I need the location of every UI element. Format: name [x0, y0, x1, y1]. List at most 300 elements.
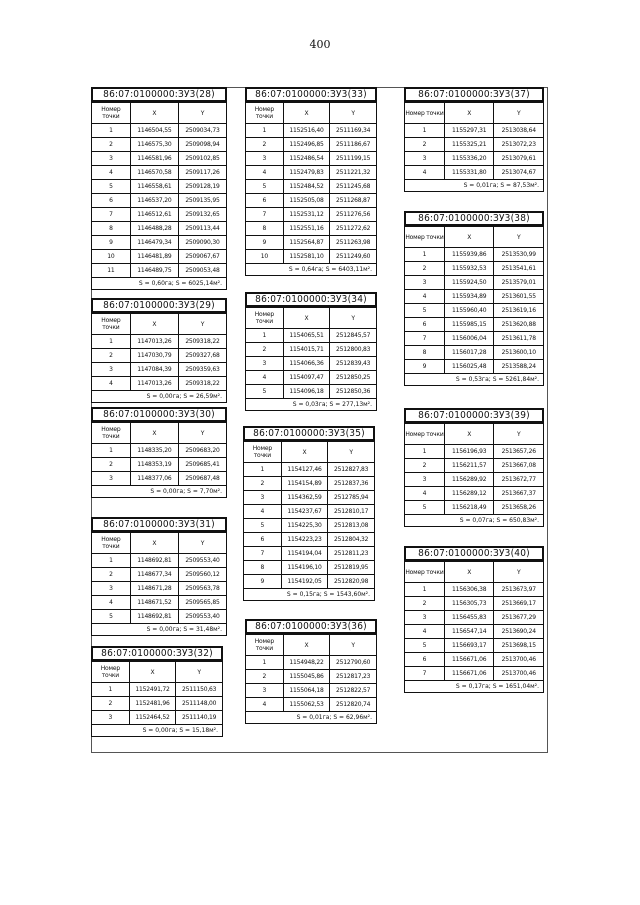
area-summary-32: S = 0,00га; S = 15,18м².: [91, 725, 223, 737]
table-title-39: 86:07:0100000:ЗУ3(39): [404, 408, 544, 423]
y-coordinate: 2511263,98: [330, 236, 377, 250]
column-header-x: X: [129, 662, 176, 683]
column-header-num: Номер точки: [246, 308, 284, 329]
y-coordinate: 2512820,98: [328, 575, 375, 589]
y-coordinate: 2509090,30: [178, 236, 226, 250]
table-row: [246, 385, 377, 399]
x-coordinate: 1148677,34: [130, 568, 178, 582]
x-coordinate: 1155934,89: [444, 290, 494, 304]
y-coordinate: 2512820,74: [330, 698, 377, 712]
coordinates-grid-28: [91, 102, 227, 278]
point-number: 11: [92, 264, 131, 278]
y-coordinate: 2512810,17: [328, 505, 375, 519]
coord-table-35: [243, 426, 375, 601]
point-number: 4: [244, 505, 282, 519]
point-number: 1: [92, 554, 131, 568]
table-row: [246, 670, 377, 684]
area-summary-29: S = 0,00га; S = 26,59м².: [91, 391, 227, 403]
point-number: 10: [92, 250, 131, 264]
table-row: [244, 519, 375, 533]
table-title-38: 86:07:0100000:ЗУ3(38): [404, 211, 544, 226]
header-row: [244, 442, 375, 463]
y-coordinate: 2509318,22: [178, 377, 226, 391]
point-number: 1: [405, 124, 445, 138]
table-row: [246, 698, 377, 712]
point-number: 5: [405, 639, 445, 653]
x-coordinate: 1152496,85: [283, 138, 330, 152]
x-coordinate: 1152581,10: [283, 250, 330, 264]
table-row: [405, 445, 544, 459]
x-coordinate: 1152551,16: [283, 222, 330, 236]
x-coordinate: 1154362,59: [281, 491, 328, 505]
x-coordinate: 1154225,30: [281, 519, 328, 533]
point-number: 4: [246, 166, 284, 180]
table-row: [405, 501, 544, 515]
coordinates-grid-37: [404, 102, 544, 180]
table-row: [246, 236, 377, 250]
table-row: [405, 290, 544, 304]
x-coordinate: 1154194,04: [281, 547, 328, 561]
y-coordinate: 2509553,40: [178, 610, 226, 624]
area-summary-30: S = 0,00га; S = 7,70м².: [91, 486, 227, 498]
table-row: [92, 208, 227, 222]
coordinates-grid-38: [404, 226, 544, 374]
table-row: [405, 262, 544, 276]
column-header-x: X: [130, 103, 178, 124]
coordinates-grid-40: [404, 561, 544, 681]
x-coordinate: 1156305,73: [444, 597, 494, 611]
y-coordinate: 2513579,01: [494, 276, 544, 290]
table-row: [405, 487, 544, 501]
point-number: 1: [405, 248, 445, 262]
table-row: [92, 194, 227, 208]
table-row: [92, 697, 223, 711]
y-coordinate: 2509687,48: [178, 472, 226, 486]
y-coordinate: 2513700,46: [494, 653, 544, 667]
y-coordinate: 2509034,73: [178, 124, 226, 138]
x-coordinate: 1146558,61: [130, 180, 178, 194]
x-coordinate: 1154223,23: [281, 533, 328, 547]
x-coordinate: 1156671,06: [444, 653, 494, 667]
y-coordinate: 2512827,83: [328, 463, 375, 477]
coord-table-29: [91, 298, 227, 403]
area-summary-34: S = 0,03га; S = 277,13м².: [245, 399, 377, 411]
table-row: [405, 625, 544, 639]
table-row: [246, 138, 377, 152]
column-header-num: Номер точки: [405, 562, 445, 583]
x-coordinate: 1156693,17: [444, 639, 494, 653]
y-coordinate: 2513600,10: [494, 346, 544, 360]
x-coordinate: 1155331,80: [444, 166, 494, 180]
area-summary-38: S = 0,53га; S = 5261,84м².: [404, 374, 544, 386]
coord-table-31: [91, 517, 227, 636]
area-summary-40: S = 0,17га; S = 1651,04м².: [404, 681, 544, 693]
header-row: [92, 533, 227, 554]
x-coordinate: 1152481,96: [129, 697, 176, 711]
x-coordinate: 1146581,96: [130, 152, 178, 166]
x-coordinate: 1148692,81: [130, 554, 178, 568]
table-row: [244, 547, 375, 561]
coordinates-grid-33: [245, 102, 377, 264]
point-number: 3: [246, 357, 284, 371]
x-coordinate: 1154127,46: [281, 463, 328, 477]
point-number: 2: [92, 568, 131, 582]
point-number: 4: [92, 377, 131, 391]
y-coordinate: 2511268,87: [330, 194, 377, 208]
y-coordinate: 2512811,23: [328, 547, 375, 561]
table-row: [405, 611, 544, 625]
table-row: [246, 152, 377, 166]
column-header-y: Y: [330, 308, 377, 329]
table-row: [246, 208, 377, 222]
y-coordinate: 2509113,44: [178, 222, 226, 236]
table-row: [92, 610, 227, 624]
y-coordinate: 2512837,36: [328, 477, 375, 491]
y-coordinate: 2511140,19: [176, 711, 223, 725]
table-row: [246, 656, 377, 670]
y-coordinate: 2511186,67: [330, 138, 377, 152]
point-number: 1: [405, 583, 445, 597]
y-coordinate: 2509683,20: [178, 444, 226, 458]
y-coordinate: 2513657,26: [494, 445, 544, 459]
y-coordinate: 2511199,15: [330, 152, 377, 166]
table-row: [92, 264, 227, 278]
coordinates-grid-34: [245, 307, 377, 399]
point-number: 1: [92, 335, 131, 349]
point-number: 4: [92, 166, 131, 180]
point-number: 5: [246, 385, 284, 399]
y-coordinate: 2509685,41: [178, 458, 226, 472]
x-coordinate: 1156017,28: [444, 346, 494, 360]
y-coordinate: 2509128,19: [178, 180, 226, 194]
header-row: [405, 103, 544, 124]
x-coordinate: 1155045,86: [283, 670, 330, 684]
y-coordinate: 2512850,36: [330, 385, 377, 399]
x-coordinate: 1156455,83: [444, 611, 494, 625]
column-header-y: Y: [494, 424, 544, 445]
table-row: [405, 318, 544, 332]
x-coordinate: 1154196,10: [281, 561, 328, 575]
table-row: [244, 463, 375, 477]
point-number: 1: [246, 329, 284, 343]
x-coordinate: 1152464,52: [129, 711, 176, 725]
point-number: 2: [246, 670, 284, 684]
column-header-x: X: [444, 424, 494, 445]
y-coordinate: 2513698,15: [494, 639, 544, 653]
point-number: 8: [246, 222, 284, 236]
y-coordinate: 2509560,12: [178, 568, 226, 582]
header-row: [92, 662, 223, 683]
x-coordinate: 1148671,28: [130, 582, 178, 596]
point-number: 9: [244, 575, 282, 589]
coordinates-grid-32: [91, 661, 223, 725]
point-number: 2: [246, 343, 284, 357]
y-coordinate: 2513619,16: [494, 304, 544, 318]
point-number: 9: [405, 360, 445, 374]
point-number: 9: [246, 236, 284, 250]
y-coordinate: 2512850,25: [330, 371, 377, 385]
point-number: 3: [246, 684, 284, 698]
y-coordinate: 2512817,23: [330, 670, 377, 684]
coord-table-30: [91, 407, 227, 498]
column-header-x: X: [283, 635, 330, 656]
point-number: 3: [405, 152, 445, 166]
header-row: [246, 308, 377, 329]
point-number: 3: [92, 152, 131, 166]
point-number: 4: [246, 698, 284, 712]
y-coordinate: 2512822,57: [330, 684, 377, 698]
y-coordinate: 2509053,48: [178, 264, 226, 278]
x-coordinate: 1152486,54: [283, 152, 330, 166]
table-row: [405, 276, 544, 290]
x-coordinate: 1147013,26: [130, 377, 178, 391]
point-number: 5: [405, 304, 445, 318]
x-coordinate: 1156547,14: [444, 625, 494, 639]
area-summary-35: S = 0,15га; S = 1543,60м².: [243, 589, 375, 601]
table-title-29: 86:07:0100000:ЗУ3(29): [91, 298, 227, 313]
table-row: [92, 472, 227, 486]
x-coordinate: 1156289,92: [444, 473, 494, 487]
column-header-y: Y: [176, 662, 223, 683]
point-number: 5: [244, 519, 282, 533]
table-row: [92, 250, 227, 264]
point-number: 3: [405, 276, 445, 290]
table-row: [405, 639, 544, 653]
column-header-num: Номер точки: [92, 533, 131, 554]
x-coordinate: 1155939,86: [444, 248, 494, 262]
coord-table-32: [91, 646, 223, 737]
table-row: [244, 575, 375, 589]
point-number: 2: [92, 458, 131, 472]
x-coordinate: 1147013,26: [130, 335, 178, 349]
column-header-x: X: [130, 533, 178, 554]
point-number: 4: [246, 371, 284, 385]
column-header-y: Y: [328, 442, 375, 463]
point-number: 2: [244, 477, 282, 491]
table-row: [246, 124, 377, 138]
x-coordinate: 1146512,61: [130, 208, 178, 222]
table-row: [92, 377, 227, 391]
x-coordinate: 1152516,40: [283, 124, 330, 138]
column-header-x: X: [281, 442, 328, 463]
point-number: 10: [246, 250, 284, 264]
y-coordinate: 2509565,85: [178, 596, 226, 610]
y-coordinate: 2511276,56: [330, 208, 377, 222]
area-summary-37: S = 0,01га; S = 87,53м².: [404, 180, 544, 192]
point-number: 4: [405, 487, 445, 501]
table-row: [246, 222, 377, 236]
point-number: 2: [92, 697, 130, 711]
point-number: 3: [92, 582, 131, 596]
point-number: 2: [92, 138, 131, 152]
column-header-num: Номер точки: [92, 423, 131, 444]
column-header-x: X: [283, 308, 330, 329]
column-header-x: X: [130, 423, 178, 444]
column-header-y: Y: [494, 103, 544, 124]
table-row: [92, 236, 227, 250]
coord-table-34: [245, 292, 377, 411]
coordinates-grid-35: [243, 441, 375, 589]
column-header-num: Номер точки: [405, 103, 445, 124]
y-coordinate: 2513667,37: [494, 487, 544, 501]
point-number: 2: [405, 262, 445, 276]
coord-table-33: [245, 87, 377, 276]
x-coordinate: 1154015,71: [283, 343, 330, 357]
x-coordinate: 1156006,04: [444, 332, 494, 346]
column-header-y: Y: [178, 533, 226, 554]
y-coordinate: 2513620,88: [494, 318, 544, 332]
x-coordinate: 1148377,06: [130, 472, 178, 486]
table-title-32: 86:07:0100000:ЗУ3(32): [91, 646, 223, 661]
column-header-x: X: [444, 227, 494, 248]
point-number: 1: [244, 463, 282, 477]
table-row: [92, 180, 227, 194]
coord-table-39: [404, 408, 544, 527]
y-coordinate: 2509102,85: [178, 152, 226, 166]
coord-table-36: [245, 619, 377, 724]
y-coordinate: 2509117,26: [178, 166, 226, 180]
point-number: 7: [405, 667, 445, 681]
table-title-34: 86:07:0100000:ЗУ3(34): [245, 292, 377, 307]
y-coordinate: 2513667,08: [494, 459, 544, 473]
column-header-x: X: [130, 314, 178, 335]
point-number: 7: [246, 208, 284, 222]
x-coordinate: 1156671,06: [444, 667, 494, 681]
table-row: [405, 138, 544, 152]
y-coordinate: 2513673,97: [494, 583, 544, 597]
point-number: 1: [92, 444, 131, 458]
table-row: [92, 124, 227, 138]
header-row: [92, 314, 227, 335]
y-coordinate: 2512804,32: [328, 533, 375, 547]
table-row: [92, 711, 223, 725]
table-row: [405, 597, 544, 611]
table-row: [92, 568, 227, 582]
x-coordinate: 1156211,57: [444, 459, 494, 473]
table-row: [405, 653, 544, 667]
y-coordinate: 2512819,95: [328, 561, 375, 575]
y-coordinate: 2509359,63: [178, 363, 226, 377]
point-number: 3: [244, 491, 282, 505]
y-coordinate: 2511150,63: [176, 683, 223, 697]
point-number: 3: [246, 152, 284, 166]
table-row: [246, 166, 377, 180]
table-title-36: 86:07:0100000:ЗУ3(36): [245, 619, 377, 634]
x-coordinate: 1155960,40: [444, 304, 494, 318]
x-coordinate: 1146575,30: [130, 138, 178, 152]
area-summary-33: S = 0,64га; S = 6403,11м².: [245, 264, 377, 276]
y-coordinate: 2513669,17: [494, 597, 544, 611]
header-row: [246, 635, 377, 656]
y-coordinate: 2513700,46: [494, 667, 544, 681]
point-number: 1: [92, 124, 131, 138]
table-row: [246, 371, 377, 385]
column-header-num: Номер точки: [92, 662, 130, 683]
x-coordinate: 1154154,89: [281, 477, 328, 491]
x-coordinate: 1146479,34: [130, 236, 178, 250]
x-coordinate: 1152564,87: [283, 236, 330, 250]
point-number: 5: [405, 501, 445, 515]
header-row: [92, 103, 227, 124]
x-coordinate: 1148692,81: [130, 610, 178, 624]
point-number: 8: [92, 222, 131, 236]
table-row: [92, 596, 227, 610]
y-coordinate: 2509318,22: [178, 335, 226, 349]
y-coordinate: 2512839,43: [330, 357, 377, 371]
y-coordinate: 2512845,57: [330, 329, 377, 343]
table-row: [405, 248, 544, 262]
table-row: [244, 561, 375, 575]
point-number: 2: [246, 138, 284, 152]
x-coordinate: 1155985,15: [444, 318, 494, 332]
x-coordinate: 1154097,47: [283, 371, 330, 385]
table-row: [246, 357, 377, 371]
y-coordinate: 2513677,29: [494, 611, 544, 625]
point-number: 1: [246, 656, 284, 670]
table-row: [405, 667, 544, 681]
coord-table-38: [404, 211, 544, 386]
table-row: [405, 583, 544, 597]
table-row: [92, 349, 227, 363]
point-number: 5: [246, 180, 284, 194]
x-coordinate: 1155336,20: [444, 152, 494, 166]
table-title-31: 86:07:0100000:ЗУ3(31): [91, 517, 227, 532]
coordinates-grid-39: [404, 423, 544, 515]
x-coordinate: 1152531,12: [283, 208, 330, 222]
point-number: 7: [405, 332, 445, 346]
point-number: 3: [92, 472, 131, 486]
column-header-x: X: [444, 562, 494, 583]
area-summary-36: S = 0,01га; S = 62,96м².: [245, 712, 377, 724]
point-number: 6: [405, 653, 445, 667]
y-coordinate: 2511148,00: [176, 697, 223, 711]
table-row: [405, 473, 544, 487]
y-coordinate: 2509067,67: [178, 250, 226, 264]
y-coordinate: 2509135,95: [178, 194, 226, 208]
x-coordinate: 1156218,49: [444, 501, 494, 515]
table-row: [92, 554, 227, 568]
point-number: 6: [244, 533, 282, 547]
table-title-37: 86:07:0100000:ЗУ3(37): [404, 87, 544, 102]
y-coordinate: 2513601,55: [494, 290, 544, 304]
point-number: 3: [405, 611, 445, 625]
point-number: 5: [92, 180, 131, 194]
column-header-num: Номер точки: [246, 103, 284, 124]
coordinates-grid-36: [245, 634, 377, 712]
table-title-30: 86:07:0100000:ЗУ3(30): [91, 407, 227, 422]
table-row: [246, 250, 377, 264]
table-row: [244, 491, 375, 505]
table-row: [244, 505, 375, 519]
point-number: 2: [405, 459, 445, 473]
area-summary-31: S = 0,00га; S = 31,48м².: [91, 624, 227, 636]
x-coordinate: 1154065,51: [283, 329, 330, 343]
point-number: 8: [244, 561, 282, 575]
table-row: [92, 138, 227, 152]
table-title-33: 86:07:0100000:ЗУ3(33): [245, 87, 377, 102]
table-row: [405, 124, 544, 138]
y-coordinate: 2513038,64: [494, 124, 544, 138]
header-row: [405, 227, 544, 248]
column-header-x: X: [283, 103, 330, 124]
x-coordinate: 1148335,20: [130, 444, 178, 458]
point-number: 9: [92, 236, 131, 250]
y-coordinate: 2513074,67: [494, 166, 544, 180]
y-coordinate: 2513672,77: [494, 473, 544, 487]
point-number: 6: [405, 318, 445, 332]
y-coordinate: 2513079,61: [494, 152, 544, 166]
table-row: [92, 222, 227, 236]
